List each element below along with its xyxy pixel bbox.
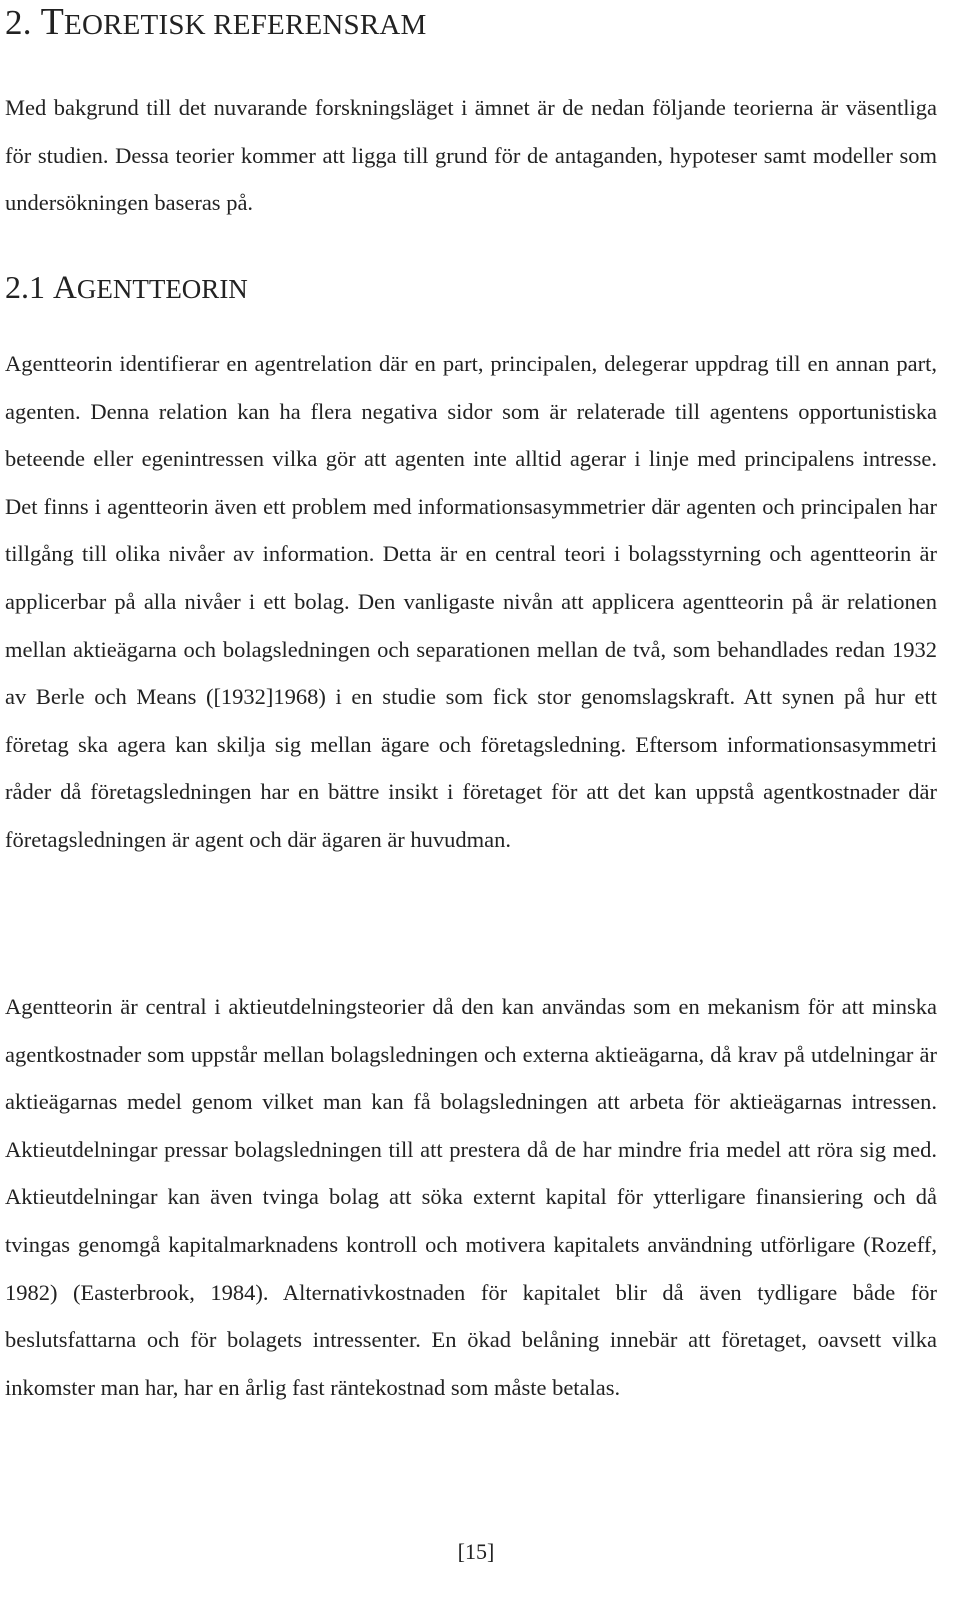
- intro-paragraph: Med bakgrund till det nuvarande forskningsläget i ämnet är de nedan följande teorierna är väsentliga för studien. Dessa teorier kommer att ligga till grund för de antaganden, hypoteser samt modeller som undersökningen baseras på.: [5, 95, 937, 216]
- section-number: 2.1: [5, 269, 45, 305]
- chapter-title-rest: EORETISK REFERENSRAM: [64, 9, 427, 41]
- body-paragraph: Agentteorin identifierar en agentrelation där en part, principalen, delegerar uppdrag till en annan part, agenten. Denna relation kan ha flera negativa sidor som är relaterade till agentens opportunistiska beteende eller egenintressen vilka gör att agenten inte alltid agerar i linje med principalens intresse. Det finns i agentteorin även ett problem med informationsasymmetrier där agenten och principalen har tillgång till olika nivåer av information. Detta är en central teori i bolagsstyrning och agentteorin är applicerbar på alla nivåer i ett bolag. Den vanligaste nivån att applicera agentteorin på är relationen mellan aktieägarna och bolagsledningen och separationen mellan de två, som behandlades redan 1932 av Berle och Means ([1932]1968) i en studie som fick stor genomslagskraft. Att synen på hur ett företag ska agera kan skilja sig mellan ägare och företagsledning. Eftersom informationsasymmetri råder då företagsledningen har en bättre insikt i företaget för att det kan uppstå agentkostnader där företagsledningen är agent och där ägaren är huvudman.: [5, 351, 937, 852]
- section-heading: [5, 265, 248, 311]
- chapter-title-initial: T: [40, 1, 65, 43]
- body-paragraph: Agentteorin är central i aktieutdelningsteorier då den kan användas som en mekanism för att minska agentkostnader som uppstår mellan bolagsledningen och externa aktieägarna, då krav på utdelningar är aktieägarnas medel genom vilket man kan få bolagsledningen att arbeta för aktieägarnas intressen. Aktieutdelningar pressar bolagsledningen till att prestera då de har mindre fria medel att röra sig med. Aktieutdelningar kan även tvinga bolag att söka externt kapital för ytterligare finansiering och då tvingas genomgå kapitalmarknadens kontroll och motivera kapitalets användning utförligare (Rozeff, 1982) (Easterbrook, 1984). Alternativkostnaden för kapitalet blir då även tydligare både för beslutsfattarna och för bolagets intressenter. En ökad belåning innebär att företaget, oavsett vilka inkomster man har, har en årlig fast räntekostnad som måste betalas.: [5, 994, 937, 1400]
- section-title-initial: A: [53, 270, 77, 306]
- section-title-rest: GENTTEORIN: [76, 274, 248, 304]
- chapter-heading: [5, 0, 427, 47]
- page-number: [15]: [457, 1539, 495, 1564]
- chapter-number: 2.: [5, 3, 32, 42]
